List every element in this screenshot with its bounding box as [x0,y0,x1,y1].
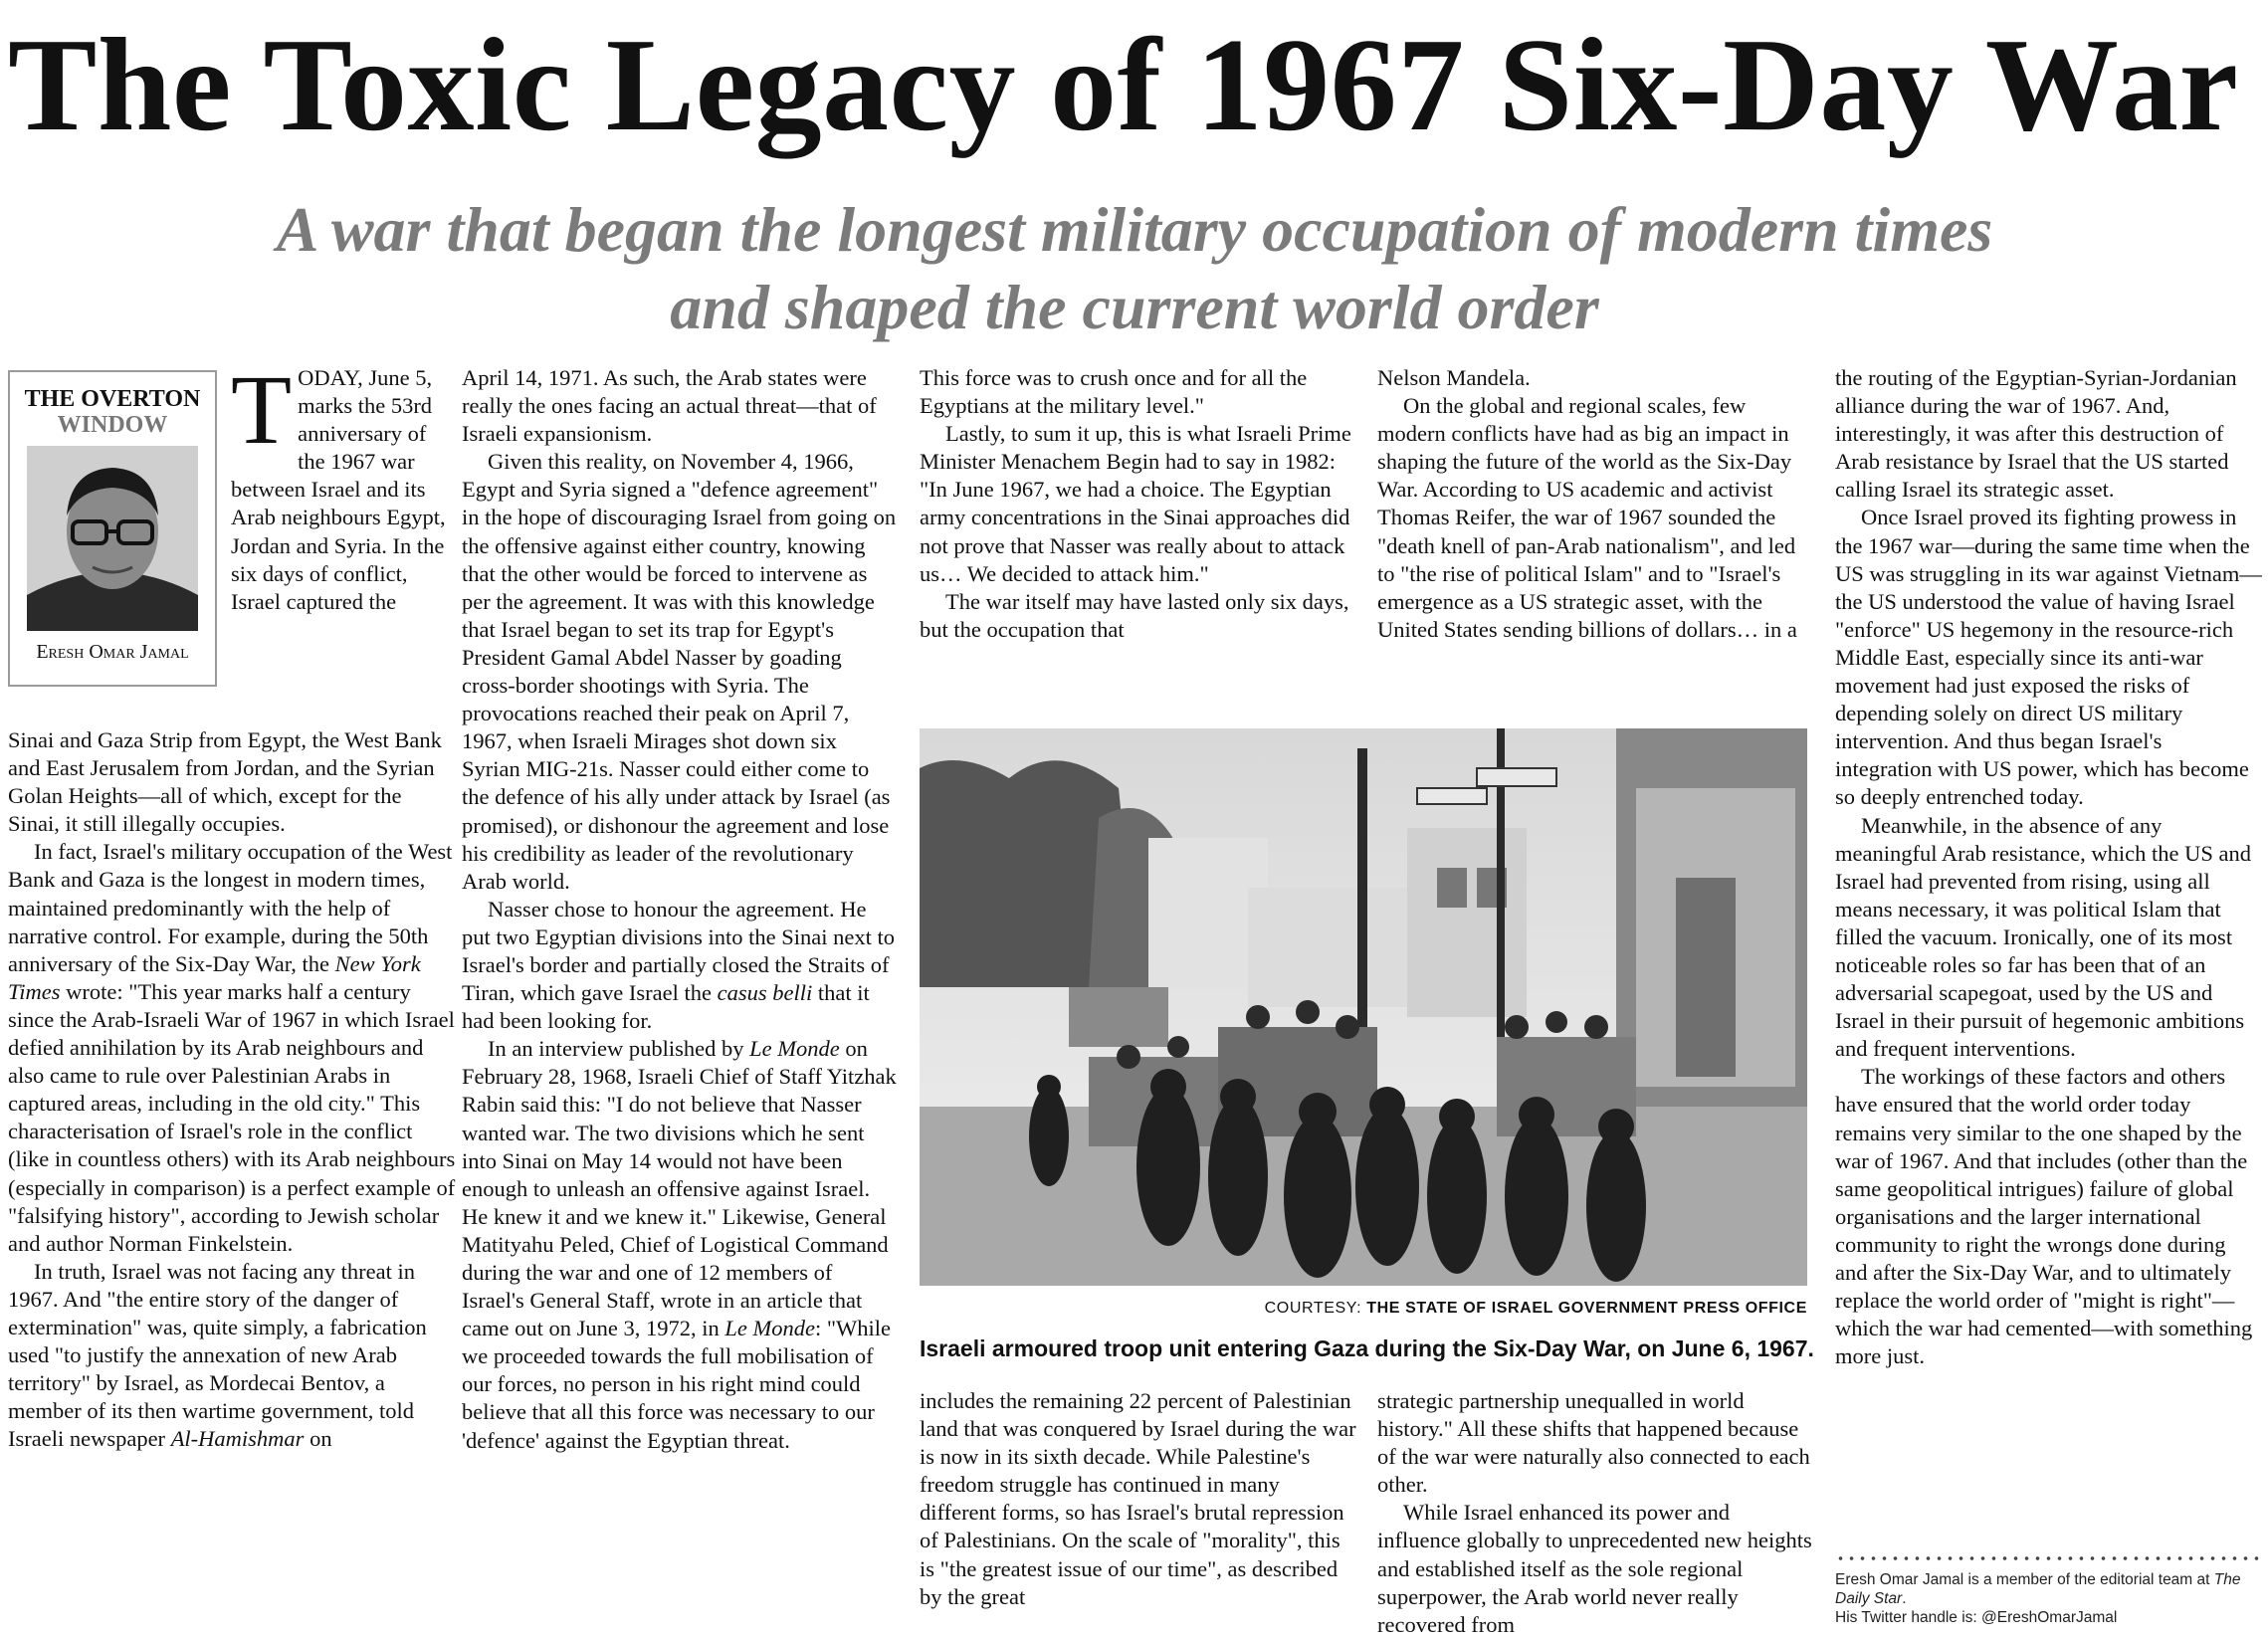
paragraph: In fact, Israel's military occupation of the West Bank and Gaza is the longest in modern times, maintained predominantly with the help of narrative control. For example, during the 50th anniversary of the Six-Day War, the New York Times wrote: "This year marks half a century since the Arab-Israeli War of 1967 in which Israel defied annihilation by its Arab neighbours and also came to rule over Palestinian Arabs in captured areas, including in the old city." This characterisation of Israel's role in the conflict (like in countless others) with its Arab neighbours (especially in comparison) is a perfect example of "falsifying history", according to Jewish scholar and author Norman Finkelstein. [8,839,456,1256]
paragraph: While Israel enhanced its power and influence globally to unprecedented new heights and established itself as the sole regional superpower, the Arab world never really recovered from [1377,1500,1812,1637]
column-author-name: Eresh Omar Jamal [36,641,189,663]
paragraph: Nasser chose to honour the agreement. He put two Egyptian divisions into the Sinai next to Israel's border and partially closed the Straits of Tiran, which gave Israel the casus belli that it had been looking for. [462,896,895,1034]
author-bio-line-1: Eresh Omar Jamal is a member of the editorial team at The Daily Star. [1835,1571,2241,1607]
column-3 [920,364,1357,644]
paragraph: strategic partnership unequalled in world history." All these shifts that happened because of the war were naturally also connected to each other. [1377,1388,1810,1498]
column-4-continued [1377,1387,1815,1639]
paragraph: the routing of the Egyptian-Syrian-Jordanian alliance during the war of 1967. And, interestingly, it was after this destruction of Arab resistance by Israel that the US started calling Israel its strategic asset. [1835,365,2237,503]
subheadline-line-2: and shaped the current world order [670,272,1599,342]
column-1 [8,726,456,1453]
paragraph: In truth, Israel was not facing any threat in 1967. And "the entire story of the danger of extermination" was, quite simply, a fabrication used "to justify the annexation of new Arab territory" by Israel, as Mordecai Bentov, a member of its then wartime government, told Israeli newspaper Al-Hamishmar on [8,1258,427,1452]
column-4 [1377,364,1815,644]
paragraph: On the global and regional scales, few modern conflicts have had as big an impact in shaping the future of the world as the Six-Day War. According to US academic and activist Thomas Reifer, the war of 1967 sounded the "death knell of pan-Arab nationalism", and led to "the rise of political Islam" and to "Israel's emergence as a US strategic asset, with the United States sending billions of dollars… in a [1377,393,1797,642]
paragraph: In an interview published by Le Monde on February 28, 1968, Israeli Chief of Staff Yitzhak Rabin said this: "I do not believe that Nasser wanted war. The two divisions which he sent into Sinai on May 14 would not have been enough to unleash an offensive against Israel. He knew it and we knew it." Likewise, General Matityahu Peled, Chief of Logistical Command during the war and one of 12 members of Israel's General Staff, wrote in an article that came out on June 3, 1972, in Le Monde: "While we proceeded towards the full mobilisation of our forces, no person in his right mind could believe that all this force was necessary to our 'defence' against the Egyptian threat. [462,1036,897,1453]
paragraph: Nelson Mandela. [1377,365,1531,390]
paragraph: April 14, 1971. As such, the Arab states were really the ones facing an actual threat—that of Israeli expansionism. [462,365,877,447]
photo-caption: Israeli armoured troop unit entering Gaza during the Six-Day War, on June 6, 1967. [920,1335,1814,1361]
column-2 [462,364,900,1455]
photo-credit: COURTESY: THE STATE OF ISRAEL GOVERNMENT PRESS OFFICE [1264,1300,1807,1317]
column-author-box [8,370,217,687]
lead-paragraph [231,354,450,616]
paragraph: Meanwhile, in the absence of any meaningful Arab resistance, which the US and Israel had prevented from rising, using all means necessary, it was political Islam that filled the vacuum. Ironically, one of its most noticeable roles so far has been that of an adversarial scapegoat, used by the US and Israel in their pursuit of hegemonic ambitions and frequent interventions. [1835,812,2252,1062]
drop-cap: T [231,354,293,465]
paragraph: The war itself may have lasted only six days, but the occupation that [920,588,1349,642]
lead-text: ODAY, June 5, marks the 53rd anniversary of the 1967 war between Israel and its Arab neighbours Egypt, Jordan and Syria. In the six days of conflict, Israel captured the [231,365,446,614]
author-bio [1835,1570,2263,1627]
author-bio-line-2: His Twitter handle is: @EreshOmarJamal [1835,1609,2118,1626]
dotted-divider [1835,1555,2263,1561]
subheadline-line-1: A war that began the longest military occupation of modern times [276,194,1993,265]
paragraph: This force was to crush once and for all the Egyptians at the military level." [920,365,1308,419]
paragraph: Sinai and Gaza Strip from Egypt, the West Bank and East Jerusalem from Jordan, and the Syrian Golan Heights—all of which, except for the Sinai, it still illegally occupies. [8,727,442,837]
subheadline [119,191,2150,346]
paragraph: includes the remaining 22 percent of Palestinian land that was conquered by Israel during the war is now in its sixth decade. While Palestine's freedom struggle has continued in many different forms, so has Israel's brutal repression of Palestinians. On the scale of "morality", this is "the greatest issue of our time", as described by the great [920,1388,1356,1609]
column-title: THE OVERTON [24,386,201,412]
column-5 [1835,364,2263,1370]
news-photo [920,728,1807,1286]
paragraph: Given this reality, on November 4, 1966, Egypt and Syria signed a "defence agreement" in the hope of discouraging Israel from going on the offensive against either country, knowing that the other would be forced to intervene as per the agreement. It was with this knowledge that Israel began to set its trap for Egypt's President Gamal Abdel Nasser by goading cross-border shootings with Syria. The provocations reached their peak on April 7, 1967, when Israeli Mirages shot down six Syrian MIG-21s. Nasser could either come to the defence of his ally under attack by Israel (as promised), or dishonour the agreement and lose his credibility as leader of the revolutionary Arab world. [462,449,897,894]
paragraph: Once Israel proved its fighting prowess in the 1967 war—during the same time when the US was struggling in its war against Vietnam—the US understood the value of having Israel "enforce" US hegemony in the resource-rich Middle East, especially since its anti-war movement had just exposed the risks of depending solely on direct US military intervention. And thus began Israel's integration with US power, which has become so deeply entrenched today. [1835,505,2262,810]
paragraph: The workings of these factors and others have ensured that the world order today remains very similar to the one shaped by the war of 1967. And that includes (other than the same geopolitical intrigues) failure of global organisations and the larger international community to right the wrongs done during and after the Six-Day War, and to ultimately replace the world order of "might is right"—which the war had cemented—with something more just. [1835,1064,2253,1369]
column-3-continued [920,1387,1357,1611]
author-headshot [27,446,198,631]
headline: The Toxic Legacy of 1967 Six-Day War [8,11,2239,158]
column-subtitle: WINDOW [57,412,168,438]
paragraph: Lastly, to sum it up, this is what Israeli Prime Minister Menachem Begin had to say in 1982: "In June 1967, we had a choice. The Egyptian army concentrations in the Sinai approaches did not prove that Nasser was really about to attack us… We decided to attack him." [920,421,1351,586]
